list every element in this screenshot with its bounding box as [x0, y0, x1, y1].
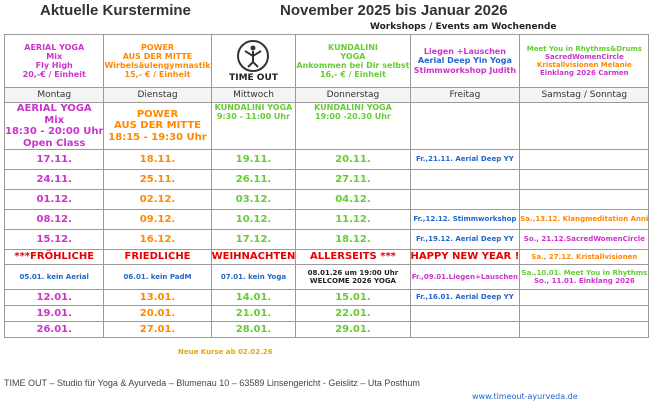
aerial-info-line: Fly High — [35, 61, 73, 70]
date-cell-line: 04.12. — [335, 193, 371, 205]
jan-row — [5, 322, 649, 338]
date-cell — [104, 230, 211, 250]
kundalini-morning-course-line: 9:30 - 11:00 Uhr — [216, 112, 291, 122]
jan-date-cell-line: 15.01. — [335, 291, 371, 303]
jan-cell-line: Fr.,09.01.Liegen+Lauschen — [411, 272, 519, 281]
sat-events-info-line: Meet You in Rhythms&Drums — [526, 44, 642, 53]
date-cell — [5, 150, 104, 170]
jan-date-cell — [410, 306, 520, 322]
date-cell — [410, 170, 520, 190]
jan-date-cell — [211, 306, 296, 322]
date-cell-line: 03.12. — [235, 193, 272, 205]
date-cell-line: Fr.,12.12. Stimmworkshop — [413, 215, 517, 224]
holiday-cell — [296, 250, 410, 265]
aerial-course-line: AERIAL YOGA — [16, 103, 92, 114]
jan-date-cell-line: 21.01. — [235, 307, 272, 319]
date-cell — [520, 170, 649, 190]
logo-text: TIME OUT — [229, 72, 278, 83]
holiday-cell — [5, 250, 104, 265]
sat-events-info-line: Kristallvisionen Melanie — [536, 61, 632, 69]
jan-date-cell — [5, 290, 104, 306]
jan-date-cell-line: 28.01. — [235, 323, 272, 335]
day-2 — [211, 88, 296, 103]
power-info-line: Wirbelsäulengymnastik — [104, 61, 211, 70]
jan-row — [5, 306, 649, 322]
jan-date-cell — [104, 322, 211, 338]
date-cell-line: 27.11. — [335, 173, 371, 185]
fri-empty — [410, 103, 520, 150]
date-cell — [296, 170, 410, 190]
power-info — [104, 35, 211, 88]
date-cell — [410, 150, 520, 170]
date-cell — [296, 230, 410, 250]
holiday-cell — [104, 250, 211, 265]
course-row — [5, 103, 649, 150]
jan-date-cell — [296, 290, 410, 306]
date-cell — [5, 170, 104, 190]
date-cell-line: 18.11. — [139, 153, 176, 165]
jan-cell-line: 06.01. kein PadM — [123, 272, 192, 281]
holiday-cell-line: WEIHNACHTEN — [211, 251, 296, 263]
schedule-table — [4, 34, 649, 338]
jan-date-cell-line: 26.01. — [36, 323, 72, 335]
date-row — [5, 210, 649, 230]
day-1-line: Dienstag — [137, 89, 178, 100]
days-row — [5, 88, 649, 103]
date-cell — [410, 190, 520, 210]
jan-date-cell-line: 27.01. — [139, 323, 176, 335]
jan-date-cell — [520, 322, 649, 338]
jan-date-cell-line: 29.01. — [335, 323, 371, 335]
jan-cell — [5, 265, 104, 290]
new-courses-note: Neue Kurse ab 02.02.26 — [178, 348, 273, 356]
footer-address — [4, 378, 420, 388]
date-cell — [104, 210, 211, 230]
date-cell-line: 16.12. — [139, 233, 176, 245]
footer-brand: TIME OUT – Studio — [4, 378, 83, 388]
holiday-cell-line: FRIEDLICHE — [124, 251, 191, 263]
jan-date-cell — [211, 322, 296, 338]
date-cell-line: So., 21.12.SacredWomenCircle — [523, 235, 645, 244]
jan-date-cell-line: 19.01. — [36, 307, 72, 319]
date-cell — [5, 210, 104, 230]
power-info-line: AUS DER MITTE — [122, 51, 193, 61]
holiday-cell — [520, 250, 649, 265]
jan-special-cell-line: WELCOME 2026 YOGA — [309, 277, 396, 285]
date-cell — [410, 230, 520, 250]
date-cell — [104, 190, 211, 210]
date-cell — [211, 170, 296, 190]
date-cell — [211, 210, 296, 230]
jan-date-cell — [520, 290, 649, 306]
title-right: November 2025 bis Januar 2026 — [280, 2, 508, 19]
logo-cell — [211, 35, 296, 88]
holiday-cell-line: ***FRÖHLICHE — [14, 251, 95, 263]
date-cell-line: 24.11. — [36, 173, 72, 185]
day-4-line: Freitag — [449, 89, 481, 100]
jan-date-cell — [211, 290, 296, 306]
aerial-course-line: Open Class — [22, 137, 86, 149]
jan-date-cell — [104, 290, 211, 306]
jan-cell — [104, 265, 211, 290]
jan-first-row — [5, 265, 649, 290]
logo-icon — [236, 39, 270, 73]
jan-date-cell — [104, 306, 211, 322]
power-course-line: POWER — [136, 108, 179, 120]
kundalini-info-line: KUNDALINI — [328, 42, 378, 52]
date-cell — [296, 210, 410, 230]
date-cell-line: 18.12. — [335, 233, 371, 245]
info-row — [5, 35, 649, 88]
aerial-course — [5, 103, 104, 150]
jan-date-cell-line: 22.01. — [335, 307, 371, 319]
aerial-course-line: 18:30 - 20:00 Uhr — [5, 126, 104, 137]
kundalini-morning-course-line: KUNDALINI YOGA — [214, 103, 293, 112]
date-cell-line: 10.12. — [235, 213, 272, 225]
day-1 — [104, 88, 211, 103]
jan-special-cell-line: 08.01.26 um 19:00 Uhr — [307, 268, 399, 277]
power-course-line: AUS DER MITTE — [114, 120, 201, 132]
date-row — [5, 190, 649, 210]
jan-date-cell-line: 14.01. — [235, 291, 272, 303]
date-cell-line: 26.11. — [235, 173, 272, 185]
kundalini-evening-course — [296, 103, 410, 150]
kundalini-evening-course-line: 19:00 -20.30 Uhr — [315, 112, 391, 122]
jan-cell-line: 07.01. kein Yoga — [220, 272, 287, 281]
date-cell — [211, 190, 296, 210]
date-cell-line: 17.11. — [36, 153, 72, 165]
sat-events-info-line: Einklang 2026 Carmen — [540, 69, 629, 78]
power-info-line: 15,- € / Einheit — [124, 70, 191, 80]
holiday-cell — [211, 250, 296, 265]
date-cell-line: 01.12. — [36, 193, 72, 205]
date-cell — [211, 230, 296, 250]
kundalini-info-line: Ankommen bei Dir selbst — [296, 61, 410, 70]
date-cell-line: Fr.,21.11. Aerial Deep YY — [415, 155, 514, 164]
jan-cell — [520, 265, 649, 290]
jan-cell — [410, 265, 520, 290]
aerial-info-line: 20,-€ / Einheit — [22, 70, 86, 80]
date-cell — [211, 150, 296, 170]
date-row — [5, 170, 649, 190]
aerial-course-line: Mix — [44, 114, 65, 126]
holiday-cell-line: Sa., 27.12. Kristallvisionen — [531, 252, 638, 261]
date-row — [5, 150, 649, 170]
aerial-info-line: AERIAL YOGA — [24, 42, 85, 52]
holiday-cell-line: ALLERSEITS *** — [309, 251, 396, 263]
date-cell-line: 09.12. — [139, 213, 176, 225]
date-cell — [520, 230, 649, 250]
day-5-line: Samstag / Sonntag — [541, 89, 628, 100]
jan-date-cell — [5, 306, 104, 322]
date-row — [5, 230, 649, 250]
holiday-row — [5, 250, 649, 265]
jan-date-cell — [296, 306, 410, 322]
kundalini-info-line: YOGA — [340, 51, 366, 61]
jan-date-cell — [520, 306, 649, 322]
jan-cell-line: Sa.,10.01. Meet You in Rhythms — [521, 268, 648, 277]
website-link[interactable]: www.timeout-ayurveda.de — [472, 392, 578, 401]
jan-cell — [211, 265, 296, 290]
jan-row — [5, 290, 649, 306]
jan-date-cell-line: 12.01. — [36, 291, 72, 303]
date-cell-line: 20.11. — [335, 153, 371, 165]
date-cell — [520, 150, 649, 170]
sat-events-info — [520, 35, 649, 88]
day-5 — [520, 88, 649, 103]
jan-date-cell — [410, 322, 520, 338]
day-3-line: Donnerstag — [326, 89, 380, 100]
date-cell-line: 19.11. — [235, 153, 272, 165]
kundalini-morning-course — [211, 103, 296, 150]
kundalini-evening-course-line: KUNDALINI YOGA — [314, 103, 392, 112]
aerial-info-line: Mix — [46, 51, 63, 61]
date-cell-line: Sa.,13.12. Klangmeditation Anni — [520, 215, 649, 224]
date-cell-line: 02.12. — [139, 193, 176, 205]
date-cell — [104, 170, 211, 190]
sat-events-info-line: SacredWomenCircle — [544, 52, 624, 61]
date-cell — [520, 210, 649, 230]
jan-date-cell-line: 20.01. — [139, 307, 176, 319]
date-cell-line: 17.12. — [235, 233, 272, 245]
jan-special-cell — [296, 265, 410, 290]
jan-cell-line: 05.01. kein Aerial — [19, 272, 89, 281]
date-cell — [5, 190, 104, 210]
date-cell-line: 11.12. — [335, 213, 371, 225]
weekend-events-info — [410, 35, 520, 88]
footer-rest: für Yoga & Ayurveda – Blumenau 10 – 63589 Linsengericht - Geislitz – Uta Posthum — [82, 378, 420, 388]
weekend-events-info-line: Stimmworkshop Judith — [413, 65, 517, 75]
sat-empty — [520, 103, 649, 150]
title-left: Aktuelle Kurstermine — [40, 2, 191, 19]
jan-date-cell — [410, 290, 520, 306]
weekend-header: Workshops / Events am Wochenende — [370, 22, 557, 32]
date-cell-line: 25.11. — [139, 173, 176, 185]
date-cell — [296, 150, 410, 170]
date-cell — [520, 190, 649, 210]
power-info-line: POWER — [140, 42, 175, 52]
day-0 — [5, 88, 104, 103]
kundalini-info — [296, 35, 410, 88]
date-cell — [104, 150, 211, 170]
date-cell — [296, 190, 410, 210]
power-course-line: 18:15 - 19:30 Uhr — [108, 131, 207, 143]
day-2-line: Mittwoch — [233, 89, 274, 100]
jan-date-cell — [5, 322, 104, 338]
date-cell-line: 08.12. — [36, 213, 72, 225]
jan-sat-line: So., 11.01. Einklang 2026 — [533, 277, 635, 285]
weekend-events-info-line: Aerial Deep Yin Yoga — [417, 56, 512, 66]
holiday-cell-line: HAPPY NEW YEAR ! — [410, 251, 520, 263]
date-cell — [410, 210, 520, 230]
date-cell — [5, 230, 104, 250]
aerial-info — [5, 35, 104, 88]
jan-date-cell — [296, 322, 410, 338]
power-course — [104, 103, 211, 150]
weekend-events-info-line: Liegen +Lauschen — [423, 47, 506, 57]
day-0-line: Montag — [37, 89, 72, 100]
logo — [212, 39, 296, 83]
holiday-cell — [410, 250, 520, 265]
day-3 — [296, 88, 410, 103]
date-cell-line: Fr.,19.12. Aerial Deep YY — [415, 235, 514, 244]
jan-date-cell-line: Fr.,16.01. Aerial Deep YY — [415, 293, 514, 302]
date-cell-line: 15.12. — [36, 233, 72, 245]
day-4 — [410, 88, 520, 103]
kundalini-info-line: 16,- € / Einheit — [319, 70, 386, 80]
jan-date-cell-line: 13.01. — [139, 291, 176, 303]
